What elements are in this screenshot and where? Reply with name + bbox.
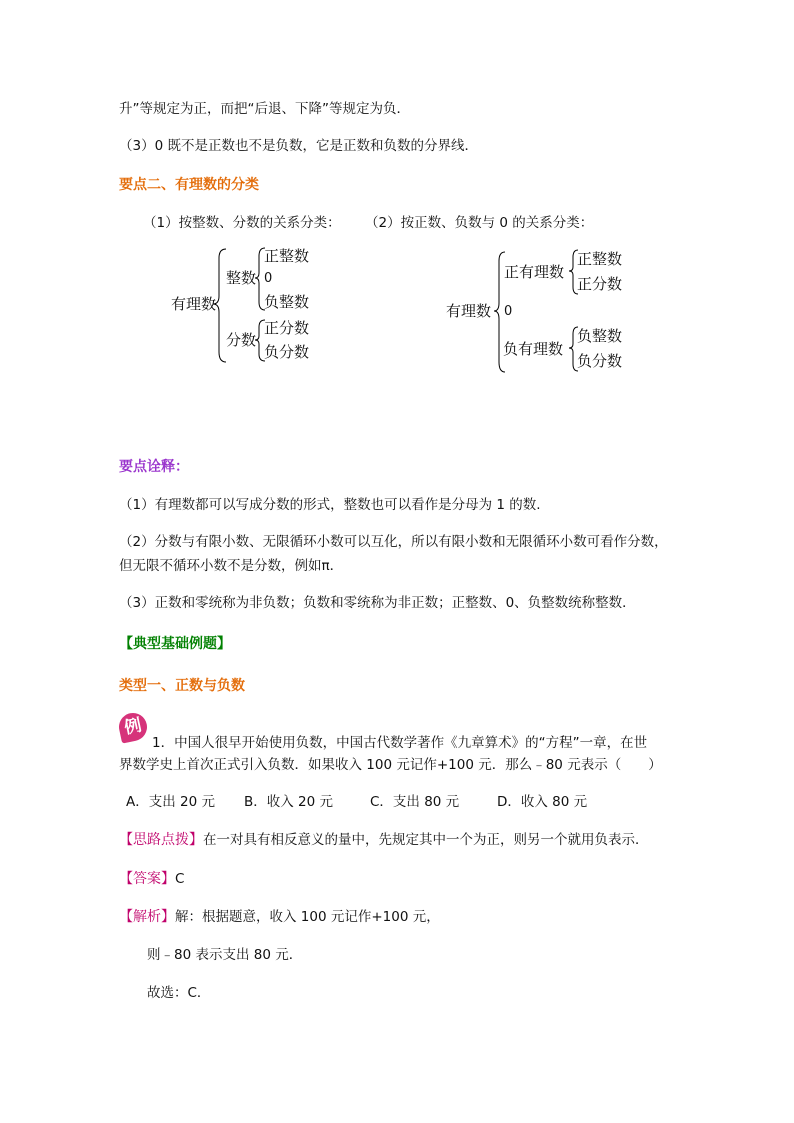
analysis-line-3: 故选：C． [147, 985, 211, 1001]
note-2-line-2: 但无限不循环小数不是分数，例如π． [119, 558, 344, 574]
analysis-tag: 【解析】 [119, 909, 175, 925]
d1-neg-frac: 负分数 [264, 343, 310, 361]
question-line-2: 界数学史上首次正式引入负数．如果收入 100 元记作+100 元．那么﹣80 元表示（ ） [119, 757, 662, 773]
type-heading: 类型一、正数与负数 [119, 678, 245, 694]
intro-line-1: 升”等规定为正，而把“后退、下降”等规定为负． [119, 101, 410, 117]
hint-text: 在一对具有相反意义的量中，先规定其中一个为正，则另一个就用负表示． [203, 832, 649, 848]
d2-zero: 0 [504, 304, 513, 319]
d2-pos-int: 正整数 [577, 250, 623, 268]
answer-tag: 【答案】 [119, 871, 175, 887]
d2-pos-frac: 正分数 [577, 275, 623, 293]
section-heading-classification: 要点二、有理数的分类 [119, 177, 259, 193]
intro-line-2: （3）0 既不是正数也不是负数，它是正数和负数的分界线． [119, 138, 478, 154]
analysis-row [119, 907, 440, 927]
d1-fraction: 分数 [226, 331, 257, 349]
d2-negative-brace [0, 0, 794, 400]
d2-negative: 负有理数 [503, 340, 564, 358]
d1-zero: 0 [264, 271, 273, 286]
d2-neg-frac: 负分数 [577, 352, 623, 370]
d1-pos-frac: 正分数 [264, 319, 310, 337]
classification-1-label: （1）按整数、分数的关系分类： [143, 215, 341, 231]
note-1: （1）有理数都可以写成分数的形式，整数也可以看作是分母为 1 的数. [119, 497, 541, 513]
examples-heading: 【典型基础例题】 [119, 636, 231, 652]
option-a: A．支出 20 元 [126, 794, 215, 810]
note-3: （3）正数和零统称为非负数；负数和零统称为非正数；正整数、0、负整数统称整数． [119, 595, 636, 611]
d2-neg-int: 负整数 [577, 327, 623, 345]
analysis-text: 解：根据题意，收入 100 元记作+100 元， [175, 909, 440, 925]
notes-heading: 要点诠释： [119, 459, 189, 475]
question-line-1: 1．中国人很早开始使用负数，中国古代数学著作《九章算术》的“方程”一章，在世 [152, 735, 648, 751]
d2-root: 有理数 [446, 302, 492, 320]
classification-2-label: （2）按正数、负数与 0 的关系分类： [365, 215, 594, 231]
option-c: C．支出 80 元 [370, 794, 460, 810]
option-b: B．收入 20 元 [244, 794, 334, 810]
note-2-line-1: （2）分数与有限小数、无限循环小数可以互化，所以有限小数和无限循环小数可看作分数， [119, 534, 668, 550]
d1-integer: 整数 [226, 269, 257, 287]
d1-neg-int: 负整数 [264, 293, 310, 311]
d2-positive: 正有理数 [504, 263, 565, 281]
d1-pos-int: 正整数 [264, 247, 310, 265]
hint-tag: 【思路点拨】 [119, 832, 203, 848]
example-badge: 例 [116, 710, 149, 743]
d1-root: 有理数 [171, 295, 217, 313]
analysis-line-2: 则﹣80 表示支出 80 元． [147, 947, 303, 963]
answer-text: C [175, 871, 185, 887]
answer-row [119, 869, 184, 889]
hint-row [119, 830, 649, 850]
option-d: D．收入 80 元 [497, 794, 588, 810]
